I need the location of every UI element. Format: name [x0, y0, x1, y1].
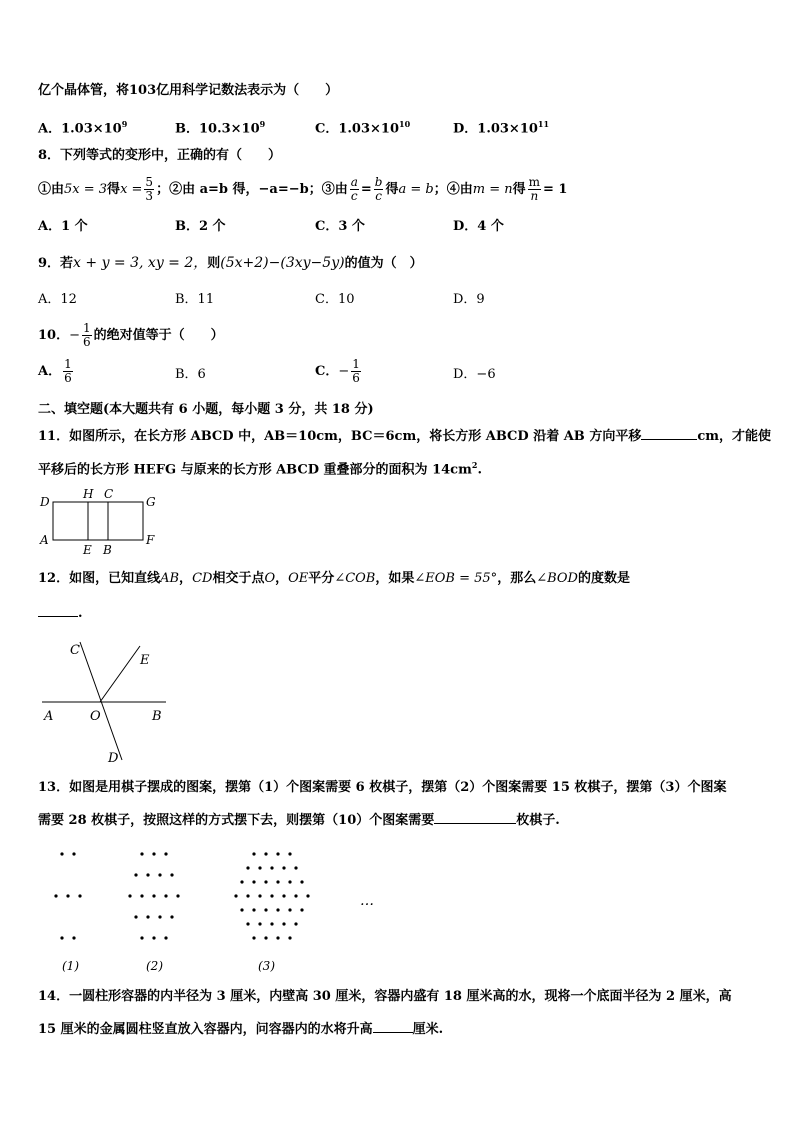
chess-piece-dot	[72, 852, 75, 855]
pattern-caption-3: (3)	[258, 959, 275, 973]
q10-option-c: C．− $\frac{1}{6}$	[315, 357, 360, 385]
chess-piece-dot	[264, 852, 267, 855]
q12-lines-figure	[36, 636, 176, 768]
label-D: D	[108, 751, 119, 766]
chess-piece-dot	[140, 852, 143, 855]
pattern-ellipsis: …	[360, 893, 374, 909]
q13-dot-patterns	[36, 840, 396, 980]
chess-piece-dot	[60, 936, 63, 939]
pattern-caption-2: (2)	[146, 959, 163, 973]
label-F: F	[146, 533, 155, 547]
q14-line2: 15 厘米的金属圆柱竖直放入容器内，问容器内的水将升高 厘米.	[38, 1019, 443, 1039]
chess-piece-dot	[140, 936, 143, 939]
q7-option-d: D．$1.03\times 10^{11}$	[453, 119, 550, 137]
q9-option-d: D．9	[453, 292, 485, 307]
chess-piece-dot	[294, 866, 297, 869]
chess-piece-dot	[270, 922, 273, 925]
q10-option-d: D．−6	[453, 367, 496, 382]
chess-piece-dot	[252, 936, 255, 939]
chess-piece-dot	[246, 866, 249, 869]
chess-piece-dot	[134, 915, 137, 918]
label-A: A	[44, 709, 54, 724]
chess-piece-dot	[152, 852, 155, 855]
q9-stem: 9．若x + y = 3, xy = 2，则(5x+2)−(3xy−5y)的值为（ ）	[38, 255, 423, 271]
q9-option-a: A．12	[38, 292, 77, 307]
q13-line2: 需要 28 枚棋子，按照这样的方式摆下去，则摆第（10）个图案需要 枚棋子.	[38, 810, 560, 830]
label-E: E	[83, 543, 92, 557]
q10-option-a: A． $\frac{1}{6}$	[38, 357, 72, 385]
chess-piece-dot	[164, 852, 167, 855]
chess-piece-dot	[158, 915, 161, 918]
chess-piece-dot	[234, 894, 237, 897]
q8-option-c: C．3 个	[315, 219, 365, 234]
chess-piece-dot	[258, 866, 261, 869]
q14-answer-blank	[373, 1019, 413, 1033]
chess-piece-dot	[282, 866, 285, 869]
chess-piece-dot	[252, 908, 255, 911]
q10-stem: 10．− $\frac{1}{6}$ 的绝对值等于（ ）	[38, 321, 224, 349]
q11-answer-blank	[641, 426, 697, 440]
chess-piece-dot	[176, 894, 179, 897]
chess-piece-dot	[288, 936, 291, 939]
chess-piece-dot	[264, 880, 267, 883]
label-D: D	[40, 495, 50, 509]
chess-piece-dot	[270, 894, 273, 897]
chess-piece-dot	[140, 894, 143, 897]
chess-piece-dot	[258, 922, 261, 925]
label-B: B	[152, 709, 162, 724]
chess-piece-dot	[270, 866, 273, 869]
q9-option-c: C．10	[315, 292, 355, 307]
chess-piece-dot	[294, 922, 297, 925]
label-C: C	[70, 643, 80, 658]
q8-option-b: B．2 个	[175, 219, 226, 234]
q9-option-b: B．11	[175, 292, 215, 307]
chess-piece-dot	[276, 880, 279, 883]
chess-piece-dot	[66, 894, 69, 897]
q14-line1: 14．一圆柱形容器的内半径为 3 厘米，内壁高 30 厘米，容器内盛有 18 厘米高的水，现将一个底面半径为 2 厘米，高	[38, 989, 732, 1004]
q8-option-d: D．4 个	[453, 219, 504, 234]
chess-piece-dot	[246, 894, 249, 897]
chess-piece-dot	[264, 908, 267, 911]
chess-piece-dot	[158, 873, 161, 876]
chess-piece-dot	[170, 915, 173, 918]
chess-piece-dot	[276, 852, 279, 855]
chess-piece-dot	[146, 873, 149, 876]
label-G: G	[146, 495, 156, 509]
q11-rectangle-figure	[36, 484, 166, 560]
chess-piece-dot	[152, 936, 155, 939]
q10-option-b: B．6	[175, 367, 206, 382]
chess-piece-dot	[276, 936, 279, 939]
chess-piece-dot	[282, 894, 285, 897]
q8-option-a: A．1 个	[38, 219, 88, 234]
chess-piece-dot	[282, 922, 285, 925]
pattern-caption-1: (1)	[62, 959, 79, 973]
chess-piece-dot	[288, 852, 291, 855]
label-B: B	[103, 543, 112, 557]
chess-piece-dot	[288, 908, 291, 911]
q12-answer-blank	[38, 603, 78, 617]
chess-piece-dot	[134, 873, 137, 876]
chess-piece-dot	[258, 894, 261, 897]
chess-piece-dot	[78, 894, 81, 897]
chess-piece-dot	[252, 852, 255, 855]
chess-piece-dot	[128, 894, 131, 897]
chess-piece-dot	[60, 852, 63, 855]
chess-piece-dot	[152, 894, 155, 897]
label-O: O	[90, 709, 101, 724]
chess-piece-dot	[240, 908, 243, 911]
q7-option-b: B．$10.3\times 10^9$	[175, 119, 266, 137]
chess-piece-dot	[288, 880, 291, 883]
q11-line2: 平移后的长方形 HEFG 与原来的长方形 ABCD 重叠部分的面积为 $14cm^2$.	[38, 460, 482, 478]
label-H: H	[83, 487, 94, 501]
q8-statements: ①由5x = 3得x = $\frac{5}{3}$ ；②由 a=b 得，−a=−b；③由 $\frac{a}{c}$ = $\frac{b}{c}$ 得a = b；④由m = n得 $\frac{m}{n}$ = 1	[38, 175, 568, 203]
chess-piece-dot	[170, 873, 173, 876]
chess-piece-dot	[246, 922, 249, 925]
q11-line1: 11．如图所示，在长方形 ABCD 中，AB＝10cm，BC＝6cm，将长方形 ABCD 沿着 AB 方向平移 cm，才能使	[38, 426, 771, 446]
label-C: C	[104, 487, 114, 501]
chess-piece-dot	[306, 894, 309, 897]
chess-piece-dot	[300, 880, 303, 883]
section-heading: 二、填空题(本大题共有 6 小题，每小题 3 分，共 18 分)	[38, 402, 374, 417]
chess-piece-dot	[276, 908, 279, 911]
chess-piece-dot	[146, 915, 149, 918]
chess-piece-dot	[164, 936, 167, 939]
q13-line1: 13．如图是用棋子摆成的图案，摆第（1）个图案需要 6 枚棋子，摆第（2）个图案需要 15 枚棋子，摆第（3）个图案	[38, 780, 727, 795]
q7-stem: 亿个晶体管，将103亿用科学记数法表示为（ ）	[38, 83, 339, 98]
label-A: A	[40, 533, 49, 547]
chess-piece-dot	[72, 936, 75, 939]
q12-line2: .	[38, 603, 83, 623]
chess-piece-dot	[164, 894, 167, 897]
chess-piece-dot	[252, 880, 255, 883]
chess-piece-dot	[264, 936, 267, 939]
q7-option-a: A．$1.03\times 10^9$	[38, 119, 128, 137]
label-E: E	[140, 653, 150, 668]
chess-piece-dot	[300, 908, 303, 911]
q8-stem: 8．下列等式的变形中，正确的有（ ）	[38, 148, 282, 163]
chess-piece-dot	[54, 894, 57, 897]
chess-piece-dot	[294, 894, 297, 897]
chess-piece-dot	[240, 880, 243, 883]
q13-answer-blank	[434, 810, 516, 824]
q12-stem: 12．如图，已知直线AB，CD相交于点O，OE平分∠COB，如果∠EOB = 55°，那么∠BOD的度数是	[38, 571, 630, 586]
q7-option-c: C．$1.03\times 10^{10}$	[315, 119, 411, 137]
